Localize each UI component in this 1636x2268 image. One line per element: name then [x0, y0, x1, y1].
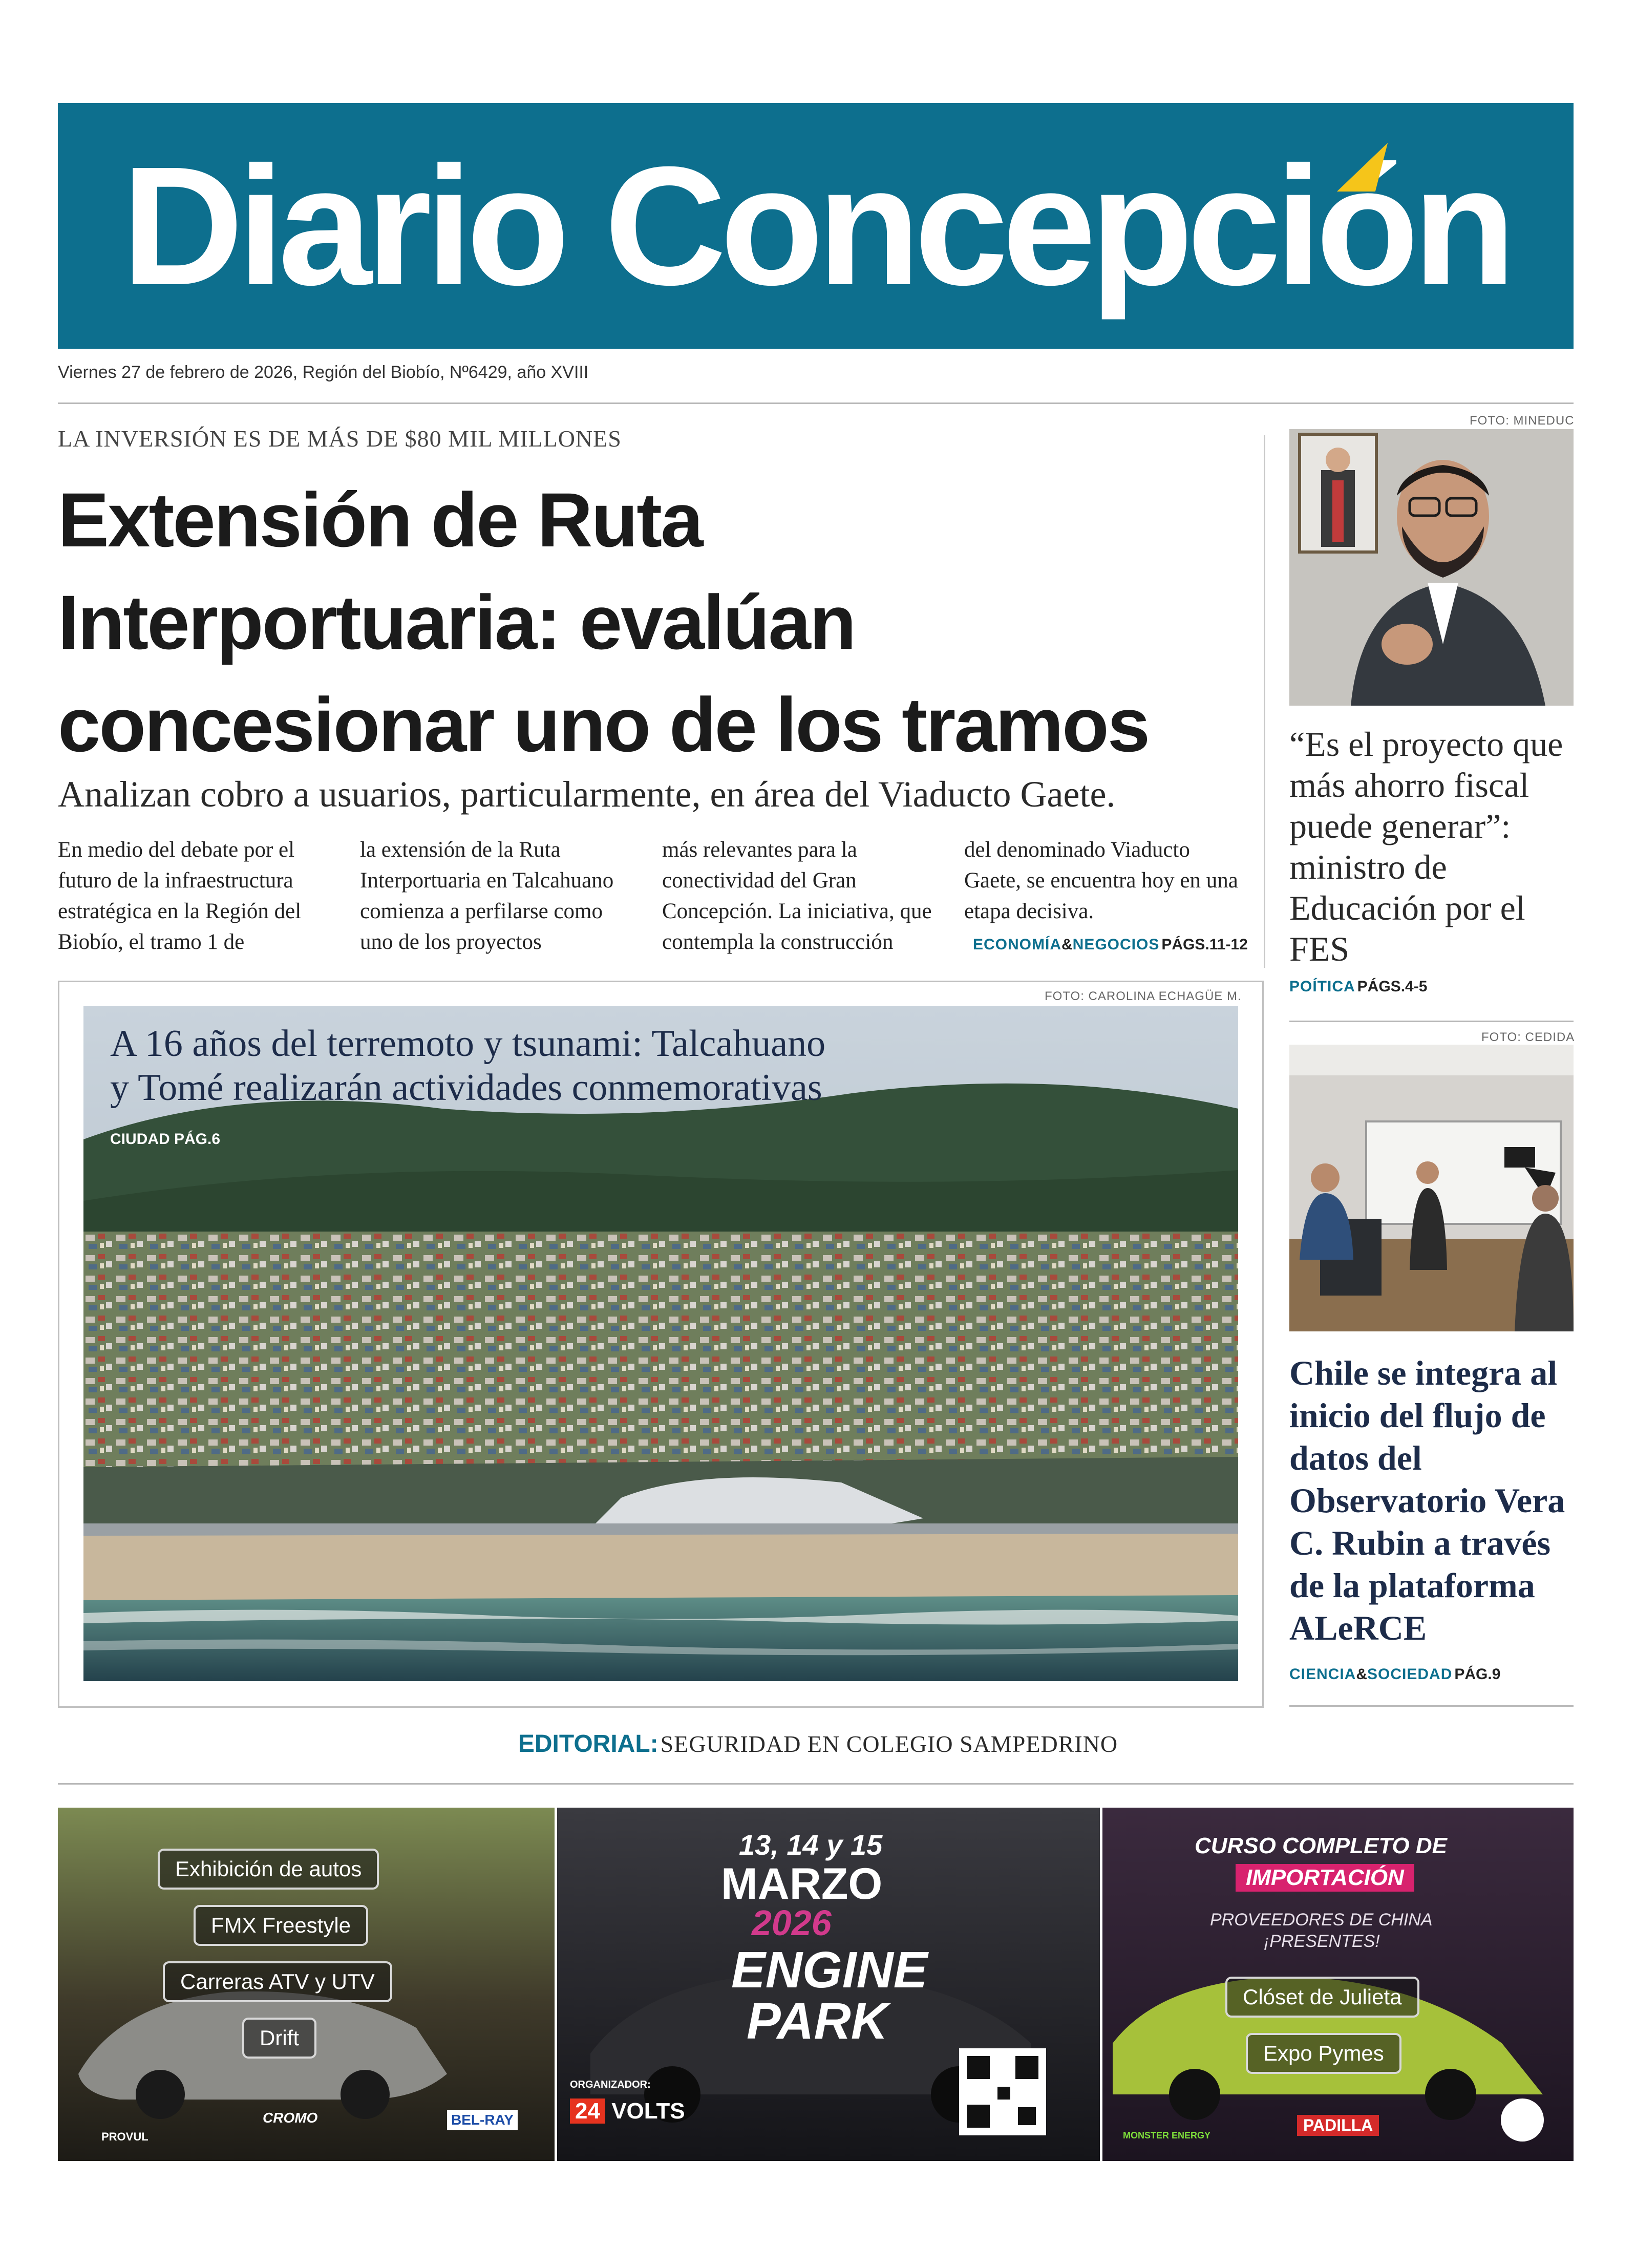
editorial-text: SEGURIDAD EN COLEGIO SAMPEDRINO [660, 1731, 1118, 1757]
ad-sponsor-logo: PROVUL [101, 2130, 148, 2143]
section-name: ECONOMÍA [973, 936, 1061, 953]
editorial-rule [58, 1783, 1574, 1785]
section-amp: & [1061, 936, 1073, 953]
dateline: Viernes 27 de febrero de 2026, Región del Biobío, Nº6429, año XVIII [58, 363, 589, 382]
section-name: SOCIEDAD [1367, 1666, 1453, 1683]
ad-item-button[interactable]: Carreras ATV y UTV [163, 1961, 392, 2002]
photo-credit: FOTO: CAROLINA ECHAGÜE M. [1045, 989, 1242, 1003]
minister-photo-credit: FOTO: MINEDUC [1470, 414, 1575, 428]
newspaper-title: Diario Concepción [121, 131, 1510, 320]
ad-sponsor-logo: BEL-RAY [447, 2110, 518, 2130]
headline-line: Interportuaria: evalúan [58, 579, 855, 665]
lead-column-2: la extensión de la Ruta Interportuaria en Talcahuano comienza a perfilarse como uno de los proyectos [360, 838, 614, 954]
sidebar-quote[interactable]: “Es el proyecto que más ahorro fiscal puede generar”: ministro de Educación por el FES [1289, 725, 1563, 968]
course-title: CURSO COMPLETO DE [1195, 1833, 1448, 1858]
top-rule [58, 402, 1574, 404]
sidebar-headline[interactable]: Chile se integra al inicio del flujo de datos del Observatorio Vera C. Rubin a través de la plataforma ALeRCE [1289, 1353, 1565, 1647]
lead-kicker: LA INVERSIÓN ES DE MÁS DE $80 MIL MILLONES [58, 426, 622, 452]
photo-story-title[interactable] [110, 1022, 825, 1110]
photo-title-line: y Tomé realizarán actividades conmemorativas [110, 1067, 822, 1109]
section-amp: & [1356, 1666, 1368, 1683]
section-name: NEGOCIOS [1072, 936, 1160, 953]
ad-sponsor-logo: MONSTER ENERGY [1123, 2130, 1211, 2140]
section-pages: PÁGS.11-12 [1161, 936, 1248, 953]
ad-sponsor-logo: CROMO [263, 2110, 318, 2126]
event-name: ENGINE [731, 1941, 928, 1999]
organizer-badge: 24 [570, 2099, 605, 2124]
headline-line: Extensión de Ruta [58, 477, 702, 563]
ad-item-button[interactable]: Drift [242, 2018, 316, 2059]
lab-scene-image [1289, 1045, 1574, 1331]
event-name: PARK [747, 1993, 888, 2050]
lead-section-link[interactable] [973, 936, 1248, 953]
lab-photo-credit: FOTO: CEDIDA [1481, 1030, 1575, 1044]
course-subtitle: ¡PRESENTES! [1264, 1932, 1380, 1951]
course-highlight: IMPORTACIÓN [1236, 1864, 1414, 1892]
ad-item-button[interactable]: Expo Pymes [1246, 2033, 1401, 2074]
lead-column-4: del denominado Viaducto Gaete, se encuentra hoy en una etapa decisiva. [964, 838, 1238, 923]
photo-story-section[interactable]: CIUDAD PÁG.6 [110, 1131, 221, 1148]
organizer-logo [570, 2099, 685, 2124]
photo-title-line: A 16 años del terremoto y tsunami: Talcahuano [110, 1023, 826, 1065]
section-name: CIENCIA [1289, 1666, 1356, 1683]
organizer-label: ORGANIZADOR: [570, 2079, 651, 2090]
ad-item-button[interactable]: Clóset de Julieta [1225, 1977, 1419, 2018]
advertisement-banner[interactable] [58, 1808, 1574, 2161]
course-subtitle: PROVEEDORES DE CHINA [1210, 1910, 1433, 1930]
section-pages: PÁG.9 [1454, 1666, 1501, 1683]
lead-column-3: más relevantes para la conectividad del Gran Concepción. La iniciativa, que contempla la construcción [662, 838, 932, 954]
editorial-teaser[interactable] [0, 1730, 1636, 1758]
sidebar-bottom-section-link[interactable] [1289, 1666, 1500, 1683]
section-pages: PÁGS.4-5 [1357, 978, 1428, 995]
event-month: MARZO [721, 1859, 883, 1909]
sidebar-bottom-rule [1289, 1705, 1574, 1707]
ad-sponsor-logo: PADILLA [1297, 2115, 1379, 2136]
organizer-name: VOLTS [611, 2099, 685, 2124]
minister-photo[interactable] [1289, 429, 1574, 706]
event-dates: 13, 14 y 15 [739, 1829, 883, 1861]
sidebar-top-section-link[interactable] [1289, 978, 1427, 995]
lead-column-1: En medio del debate por el futuro de la infraestructura estratégica en la Región del Biobío, el tramo 1 de [58, 838, 302, 954]
minister-portrait-image [1289, 429, 1574, 706]
section-name: POÍTICA [1289, 978, 1355, 995]
lead-deck: Analizan cobro a usuarios, particularmente, en área del Viaducto Gaete. [58, 774, 1116, 815]
ad-item-button[interactable]: FMX Freestyle [194, 1905, 368, 1946]
lab-photo[interactable] [1289, 1045, 1574, 1331]
sidebar-rule [1289, 1021, 1574, 1022]
event-year: 2026 [752, 1903, 832, 1943]
editorial-label: EDITORIAL: [518, 1730, 658, 1757]
column-divider [1264, 435, 1265, 968]
lead-headline[interactable] [58, 469, 1266, 776]
ad-item-button[interactable]: Exhibición de autos [158, 1849, 379, 1890]
masthead [58, 103, 1574, 349]
headline-line: concesionar uno de los tramos [58, 682, 1149, 768]
